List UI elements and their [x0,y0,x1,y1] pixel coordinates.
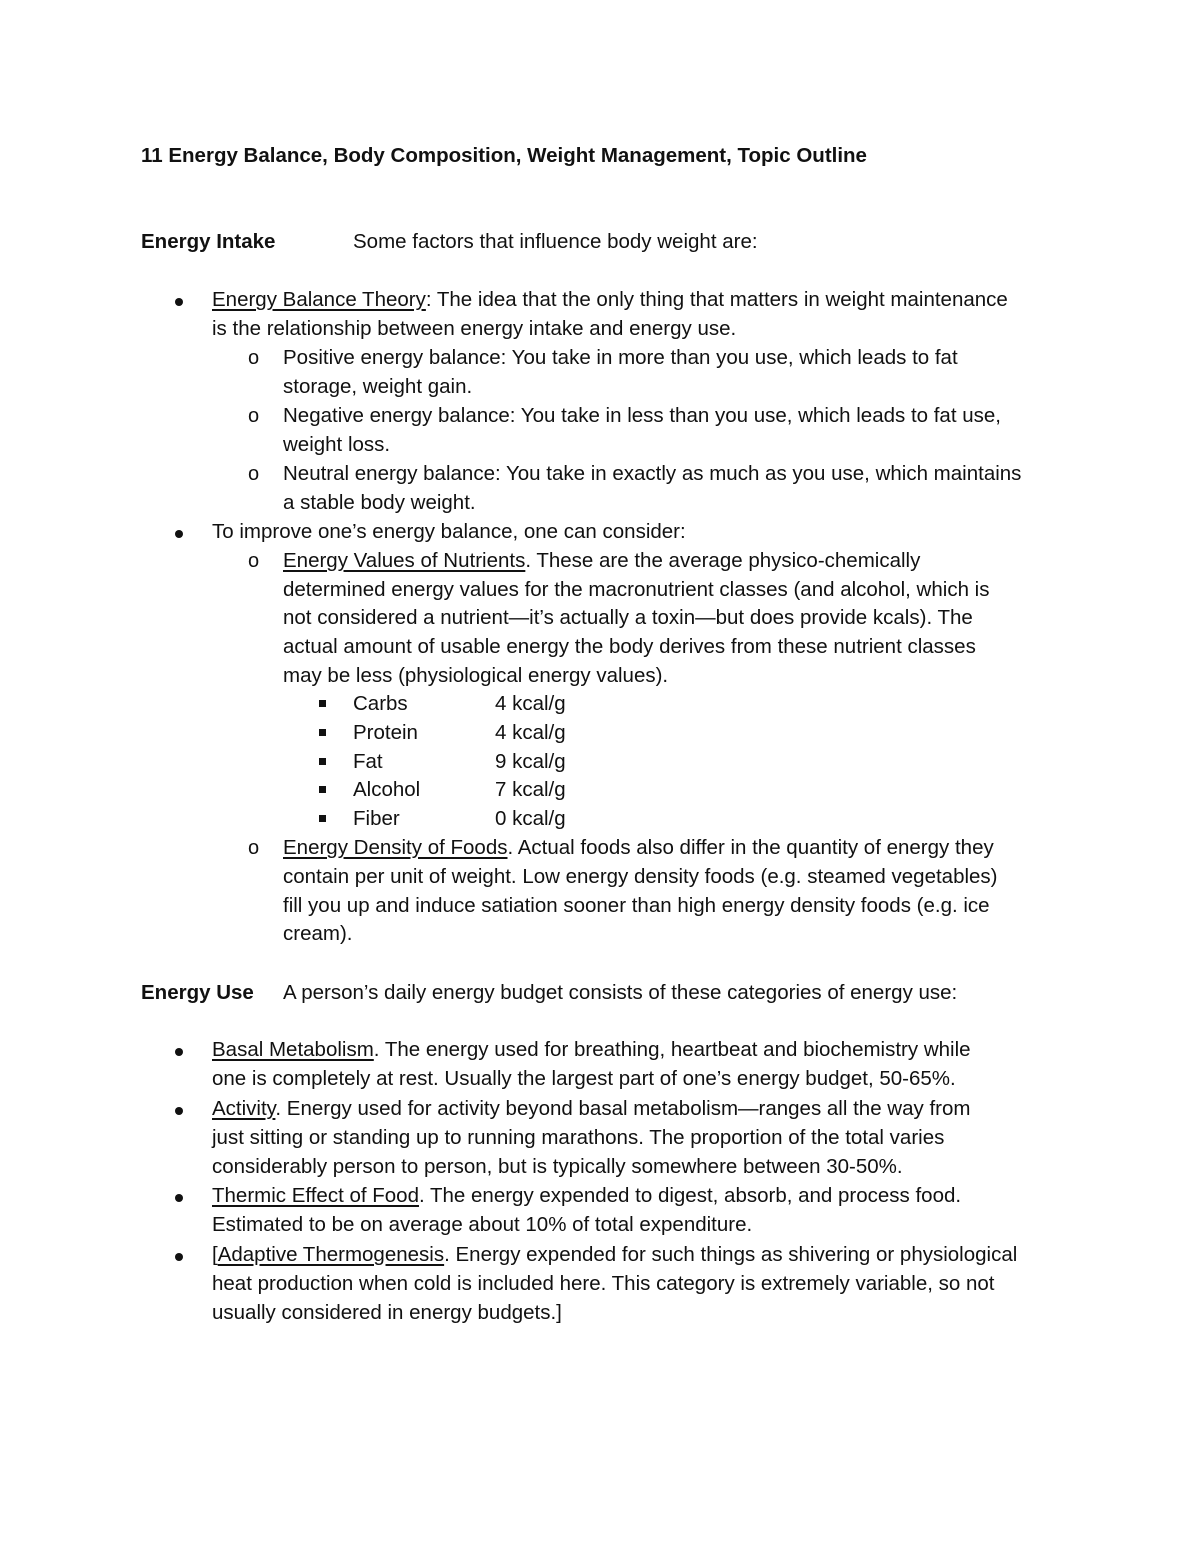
bullet-icon [175,530,183,538]
circle-bullet-icon: o [248,463,260,485]
activity-term: Activity [212,1097,276,1120]
bullet-icon [175,1194,183,1202]
positive-balance-2: storage, weight gain. [283,375,473,398]
nutrient-value: 9 kcal/g [495,750,566,773]
square-bullet-icon [319,700,326,707]
adaptive-text-2: heat production when cold is included here. This category is extremely variable, so not [212,1272,995,1295]
square-bullet-icon [319,815,326,822]
density-text: . Actual foods also differ in the quantity of energy they [507,836,994,859]
theory-term: Energy Balance Theory [212,288,426,311]
bullet-icon [175,1048,183,1056]
page-title: 11 Energy Balance, Body Composition, Weight Management, Topic Outline [141,144,867,167]
improve-item: To improve one’s energy balance, one can consider: [212,520,686,543]
intake-intro: Some factors that influence body weight are: [353,230,758,253]
adaptive-term: Adaptive Thermogenesis [217,1243,445,1266]
nutrient-value: 7 kcal/g [495,778,566,801]
basal-term: Basal Metabolism [212,1038,374,1061]
nutrient-value: 0 kcal/g [495,807,566,830]
nutrient-name: Fiber [353,807,400,830]
adaptive-text-3: usually considered in energy budgets.] [212,1301,562,1324]
square-bullet-icon [319,729,326,736]
density-text-3: fill you up and induce satiation sooner than high energy density foods (e.g. ice [283,894,990,917]
activity-text: . Energy used for activity beyond basal metabolism—ranges all the way from [275,1097,971,1120]
activity-item [212,1095,970,1123]
nutrient-value: 4 kcal/g [495,721,566,744]
circle-bullet-icon: o [248,347,260,369]
basal-text-2: one is completely at rest. Usually the largest part of one’s energy budget, 50-65%. [212,1067,956,1090]
bullet-icon [175,298,183,306]
circle-bullet-icon: o [248,837,260,859]
nutrient-name: Alcohol [353,778,421,801]
nutrients-term: Energy Values of Nutrients [283,549,526,572]
nutrients-text: . These are the average physico-chemically [525,549,921,572]
negative-balance: Negative energy balance: You take in less than you use, which leads to fat use, [283,404,1001,427]
adaptive-bracket: [ [212,1243,218,1266]
neutral-balance-2: a stable body weight. [283,491,476,514]
density-term: Energy Density of Foods [283,836,508,859]
density-item [283,834,994,862]
nutrient-name: Protein [353,721,418,744]
thermic-term: Thermic Effect of Food [212,1184,419,1207]
positive-balance: Positive energy balance: You take in more than you use, which leads to fat [283,346,958,369]
thermic-text: . The energy expended to digest, absorb, and process food. [418,1184,962,1207]
activity-text-2: just sitting or standing up to running marathons. The proportion of the total varies [212,1126,945,1149]
basal-text: . The energy used for breathing, heartbeat and biochemistry while [373,1038,971,1061]
theory-text-2: is the relationship between energy intake and energy use. [212,317,737,340]
circle-bullet-icon: o [248,550,260,572]
nutrients-text-4: actual amount of usable energy the body derives from these nutrient classes [283,635,976,658]
use-intro: A person’s daily energy budget consists of these categories of energy use: [283,981,958,1004]
nutrients-item [283,547,920,575]
thermic-text-2: Estimated to be on average about 10% of total expenditure. [212,1213,753,1236]
adaptive-item [212,1241,1017,1269]
bullet-icon [175,1107,183,1115]
square-bullet-icon [319,758,326,765]
nutrient-value: 4 kcal/g [495,692,566,715]
negative-balance-2: weight loss. [283,433,391,456]
thermic-item [212,1182,961,1210]
nutrient-name: Carbs [353,692,408,715]
neutral-balance: Neutral energy balance: You take in exactly as much as you use, which maintains [283,462,1022,485]
circle-bullet-icon: o [248,405,260,427]
density-text-2: contain per unit of weight. Low energy density foods (e.g. steamed vegetables) [283,865,998,888]
nutrients-text-3: not considered a nutrient—it’s actually a toxin—but does provide kcals). The [283,606,973,629]
nutrients-text-2: determined energy values for the macronutrient classes (and alcohol, which is [283,578,990,601]
theory-text: : The idea that the only thing that matters in weight maintenance [425,288,1008,311]
adaptive-text: . Energy expended for such things as shivering or physiological [444,1243,1018,1266]
square-bullet-icon [319,786,326,793]
theory-item [212,286,1008,314]
activity-text-3: considerably person to person, but is typically somewhere between 30-50%. [212,1155,903,1178]
basal-item [212,1036,971,1064]
nutrients-text-5: may be less (physiological energy values). [283,664,669,687]
bullet-icon [175,1253,183,1261]
section-heading-use: Energy Use [141,981,254,1004]
nutrient-name: Fat [353,750,383,773]
density-text-4: cream). [283,922,353,945]
section-heading-intake: Energy Intake [141,230,276,253]
